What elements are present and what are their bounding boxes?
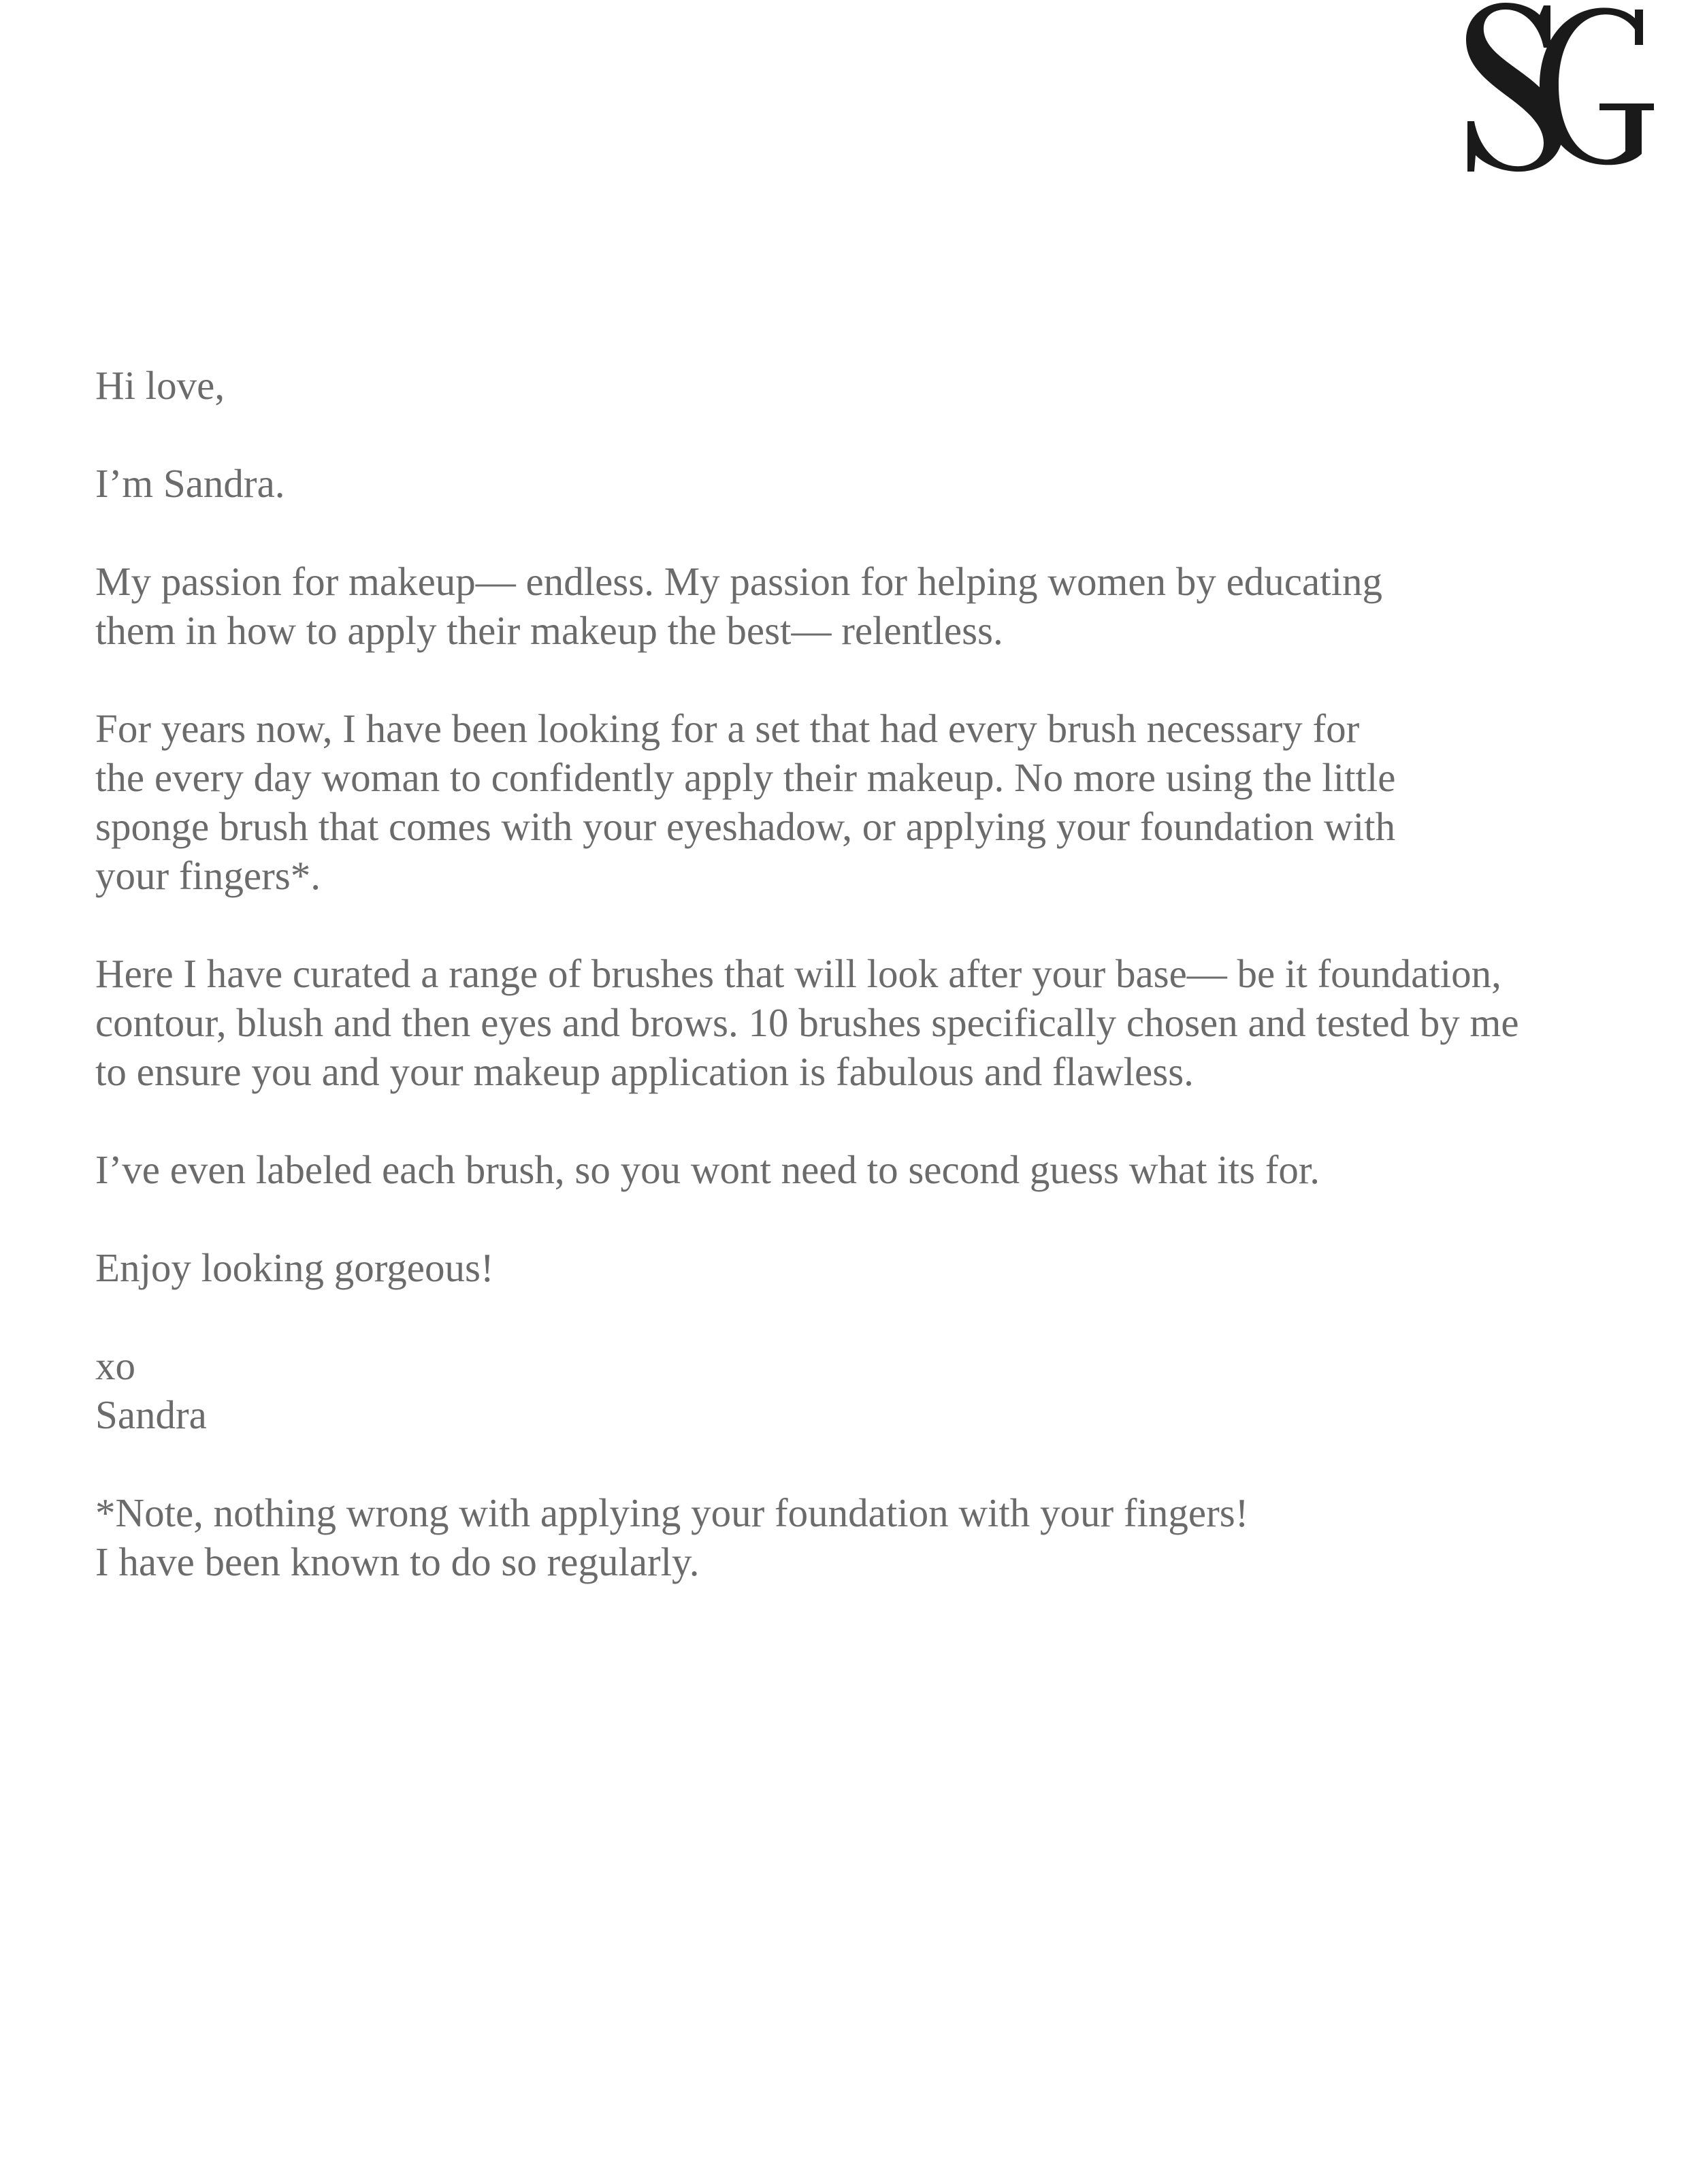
logo-g-serif bbox=[1635, 10, 1643, 45]
paragraph-line: them in how to apply their makeup the best— relentless. bbox=[95, 608, 1003, 653]
greeting: Hi love, bbox=[95, 363, 225, 408]
paragraph-line: Here I have curated a range of brushes that will look after your base— be it foundation, bbox=[95, 951, 1501, 996]
paragraph-passion bbox=[95, 557, 1620, 655]
footnote-line: I have been known to do so regularly. bbox=[95, 1539, 700, 1584]
intro: I’m Sandra. bbox=[95, 461, 285, 506]
paragraph-labels: I’ve even labeled each brush, so you wont need to second guess what its for. bbox=[95, 1147, 1320, 1192]
footnote-line: *Note, nothing wrong with applying your foundation with your fingers! bbox=[95, 1490, 1249, 1535]
paragraph-line: to ensure you and your makeup application is fabulous and flawless. bbox=[95, 1049, 1194, 1094]
paragraph-line: For years now, I have been looking for a set that had every brush necessary for bbox=[95, 706, 1360, 751]
paragraph-line: My passion for makeup— endless. My passion for helping women by educating bbox=[95, 559, 1382, 604]
sg-monogram-logo bbox=[1463, 0, 1661, 177]
paragraph-line: sponge brush that comes with your eyeshadow, or applying your foundation with bbox=[95, 804, 1396, 849]
closing: Enjoy looking gorgeous! bbox=[95, 1245, 494, 1290]
paragraph-line: your fingers*. bbox=[95, 853, 321, 898]
signoff: xo bbox=[95, 1343, 135, 1388]
paragraph-line: contour, blush and then eyes and brows. 10 brushes specifically chosen and tested by me bbox=[95, 1000, 1519, 1045]
signature: Sandra bbox=[95, 1392, 207, 1437]
paragraph-brush-set bbox=[95, 704, 1620, 900]
letter-body bbox=[95, 361, 1620, 1635]
paragraph-curated-range bbox=[95, 949, 1620, 1096]
paragraph-line: the every day woman to confidently apply their makeup. No more using the little bbox=[95, 755, 1396, 800]
footnote bbox=[95, 1488, 1620, 1586]
